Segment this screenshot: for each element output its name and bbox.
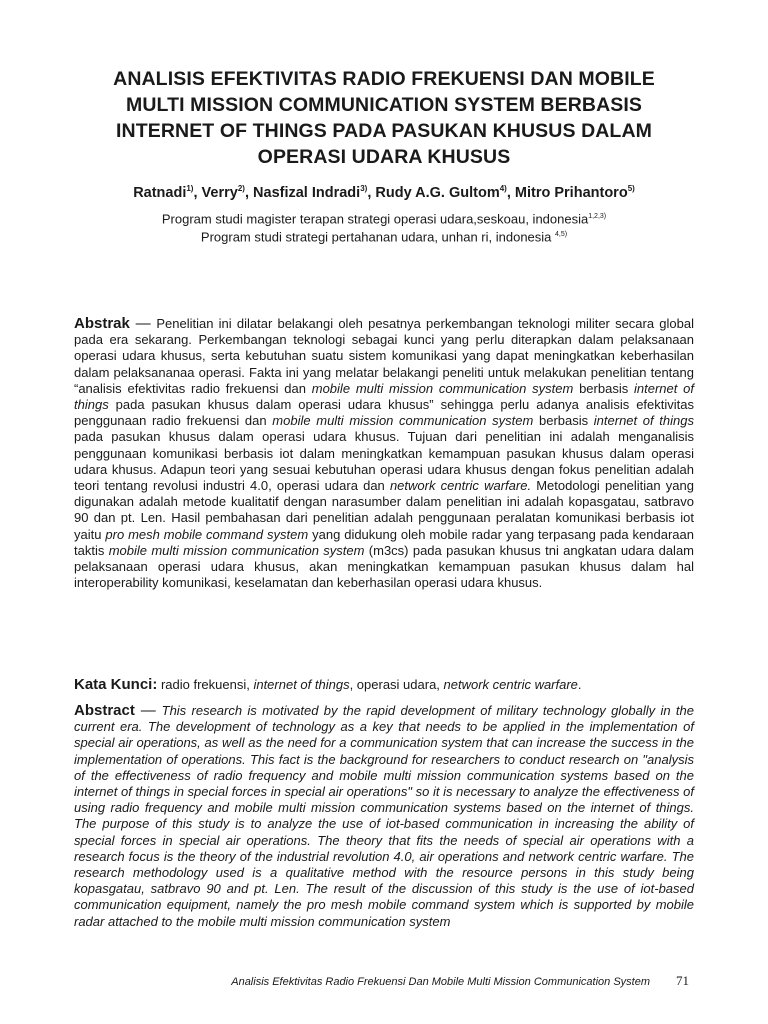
affiliation-line [60, 209, 708, 227]
author-sup: 3) [360, 184, 368, 193]
abstract-paragraph [74, 703, 694, 930]
text-run: pada pasukan khusus dalam operasi udara khusus. Tujuan dari penelitian ini adalah menganalisis penggunaan komunikasi berbasis iot dalam meningkatkan kemampuan pasukan khusus dalam operasi udara khusus. Adapun teori yang sesuai kebutuhan operasi udara khusus dengan fokus penelitian adalah teori tentang revolusi industri 4.0, operasi udara dan [74, 429, 694, 494]
abstrak-body [74, 316, 694, 590]
affiliation-sup: 1,2,3) [588, 213, 607, 220]
author-sep: , [244, 184, 254, 201]
italic-term: internet of things [593, 413, 694, 429]
italic-term: network centric warfare. [389, 478, 532, 494]
abstract-body: This research is motivated by the rapid development of military technology globally in the current era. The development of technology as a key that needs to be applied in the implementation of special air operations, as well as the need for a communication system that can increase the success in the implementation of operations. This fact is the background for researchers to conduct research on "analysis of the effectiveness of radio frequency and mobile multi mission communication systems based on the internet of things in special forces in special air operations" so it is necessary to analyze the effectiveness of using radio frequency and mobile multi mission communication systems based on the internet of things. The purpose of this study is to analyze the use of iot-based communication in increasing the ability of special forces in special air operations. The theory that fits the needs of special air operations with a research focus is the theory of the industrial revolution 4.0, air operations and network centric warfare. The research methodology used is a qualitative method with the resource persons in this study being kopasgatau, satbravo 90 and pt. Len. The result of the discussion of this study is the use of iot-based communication equipment, namely the pro mesh mobile command system which is supported by mobile radar attached to the mobile multi mission communication system [74, 703, 694, 929]
title-line: ANALISIS EFEKTIVITAS RADIO FREKUENSI DAN MOBILE [113, 68, 655, 90]
text-run: pada pasukan khusus dalam operasi udara khusus” sehingga perlu adanya analisis efektivitas penggunaan radio frekuensi dan [74, 397, 694, 429]
author-sep: , [506, 184, 515, 201]
title-line: MULTI MISSION COMMUNICATION SYSTEM BERBASIS [126, 94, 642, 116]
text-run: . [577, 677, 582, 692]
italic-term: network centric warfare [443, 677, 578, 692]
author-name: Nasfizal Indradi [253, 184, 361, 201]
author-sup: 4) [499, 184, 507, 193]
author-sep: , [367, 184, 376, 201]
author-sup: 2) [237, 184, 245, 193]
title-line: INTERNET OF THINGS PADA PASUKAN KHUSUS DALAM [116, 120, 652, 142]
author-name: Rudy A.G. Gultom [375, 184, 500, 201]
title-line: OPERASI UDARA KHUSUS [257, 146, 511, 168]
abstrak-label: Abstrak [74, 315, 130, 332]
italic-term: internet of things [253, 677, 350, 692]
paper-title [70, 66, 698, 170]
running-footer: Analisis Efektivitas Radio Frekuensi Dan Mobile Multi Mission Communication System [231, 976, 650, 988]
kata-kunci [74, 677, 694, 693]
kata-kunci-label: Kata Kunci: [74, 676, 158, 693]
author-sup: 5) [627, 184, 635, 193]
italic-term: mobile multi mission communication system [311, 380, 574, 396]
italic-term: internet of things [74, 380, 694, 413]
text-run: radio frekuensi, [157, 677, 254, 692]
italic-term: pro mesh mobile command system [105, 526, 309, 542]
affiliation-text: Program studi strategi pertahanan udara, unhan ri, indonesia [200, 229, 556, 245]
text-run: Metodologi penelitian yang digunakan adalah metode kualitatif dengan narasumber dalam penelitian ini adalah kopasgatau, satbravo 90 dan pt. Len. Hasil pembahasan dari penelitian adalah penggunaan peralatan komunikasi berbasis iot yaitu [74, 478, 695, 542]
abstrak-dash: — [129, 315, 157, 332]
text-run: berbasis [533, 413, 594, 429]
text-run: Penelitian ini dilatar belakangi oleh pesatnya perkembangan teknologi militer secara global pada era sekarang. Perkembangan teknologi sebagai kunci yang perlu diterapkan dalam pelaksanaan operasi udara khusus, serta kebutuhan suatu sistem komunikasi yang dapat meningkatkan keberhasilan dalam pelaksananaa operasi. Fakta ini yang melatar belakangi peneliti untuk melakukan penelitian tentang “analisis efektivitas radio frekuensi dan [74, 316, 694, 396]
text-run: yang didukung oleh mobile radar yang terpasang pada kendaraan taktis [74, 526, 694, 558]
page-number: 71 [676, 973, 689, 988]
text-run: berbasis [573, 380, 634, 396]
affiliation-text: Program studi magister terapan strategi operasi udara,seskoau, indonesia [161, 211, 589, 227]
italic-term: mobile multi mission communication system [272, 413, 534, 429]
affiliation-line [60, 227, 708, 245]
text-run: (m3cs) pada pasukan khusus tni angkatan udara dalam pelaksanaan operasi udara khusus, akan meningkatkan kemampuan pasukan khusus dalam hal interoperability komunikasi, keselamatan dan keberhasilan operasi udara khusus. [74, 542, 695, 591]
author-sep: , [193, 184, 202, 201]
author-name: Verry [201, 184, 238, 201]
author-name: Ratnadi [133, 184, 187, 201]
kata-kunci-body [157, 677, 581, 692]
affiliations [60, 209, 708, 246]
abstract-dash: — [134, 702, 162, 719]
author-name: Mitro Prihantoro [514, 184, 628, 201]
abstrak-paragraph [74, 316, 694, 591]
author-sup: 1) [186, 184, 194, 193]
abstract-label: Abstract [74, 702, 135, 719]
text-run: , operasi udara, [349, 677, 444, 692]
affiliation-sup: 4,5) [555, 231, 568, 239]
author-list [40, 180, 728, 202]
italic-term: mobile multi mission communication system [108, 542, 365, 558]
